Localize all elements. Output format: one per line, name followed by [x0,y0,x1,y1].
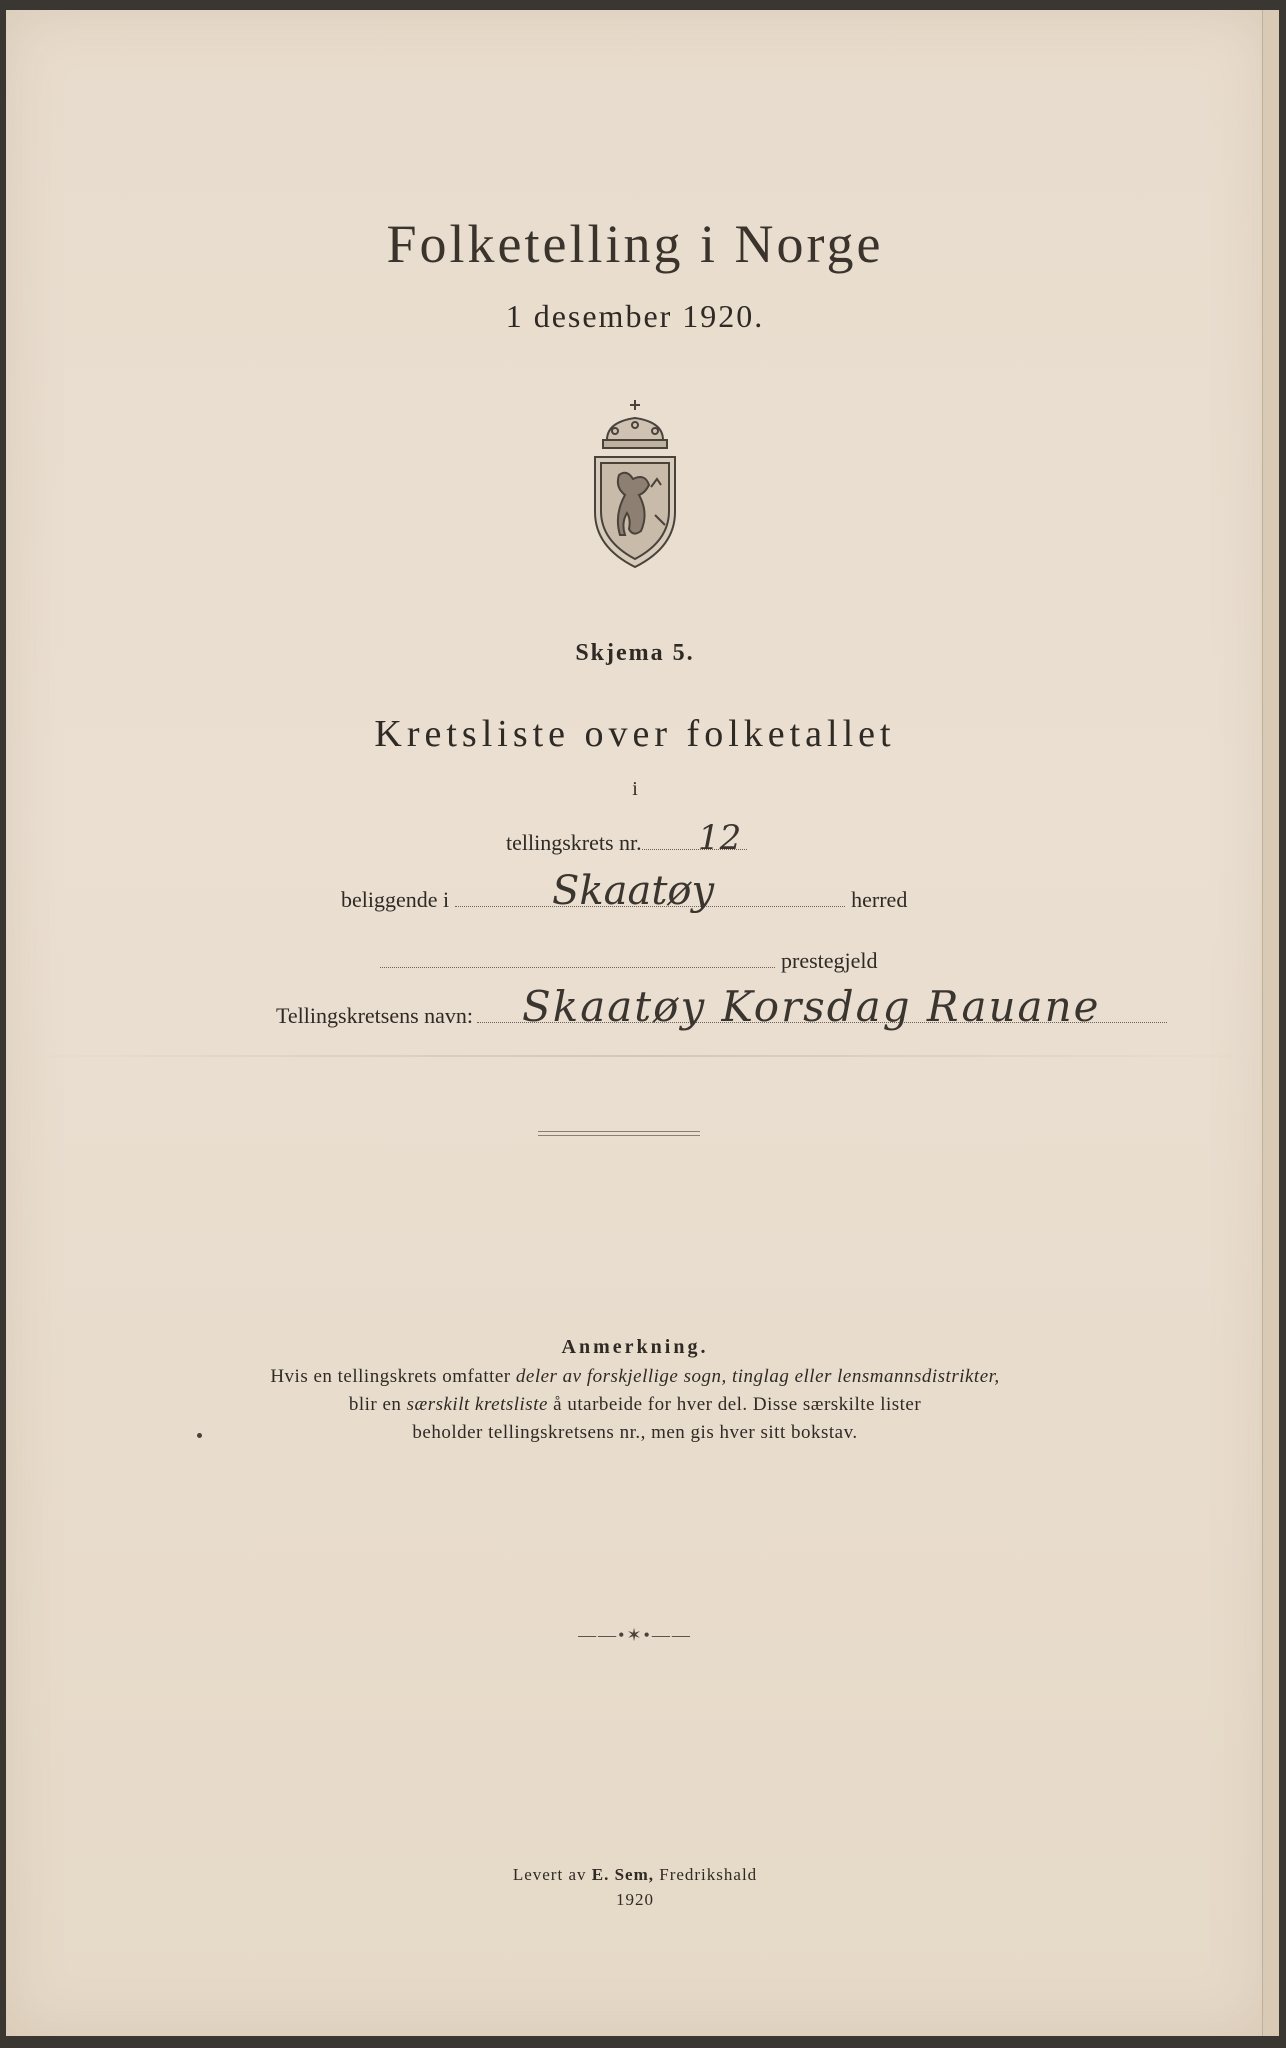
herred-label: herred [851,887,908,912]
prestegjeld-row [380,948,878,974]
note-line-2-text-a: blir en [348,1394,407,1415]
note-line-2-emphasis: særskilt kretsliste [406,1394,548,1415]
herred-name-handwritten: Skaatøy [552,868,715,914]
printer-credit [0,1865,1270,1885]
ink-speck [197,1433,202,1438]
kretsnavn-label: Tellingskretsens navn: [276,1003,474,1028]
form-heading: Kretsliste over folketallet [374,713,896,755]
tellingskrets-label: tellingskrets nr. [506,830,642,855]
schema-number: Skjema 5. [575,640,695,666]
note-line-3: beholder tellingskretsens nr., men gis hver sitt bokstav. [412,1422,858,1443]
beliggende-label: beliggende i [341,887,450,912]
note-line-2 [0,1391,1270,1419]
printer-prefix: Levert av [512,1865,592,1884]
note-line-1-text: Hvis en tellingskrets omfatter [270,1366,516,1387]
printer-name: E. Sem, [591,1865,654,1884]
note-line-1 [0,1363,1270,1391]
printer-year: 1920 [616,1890,654,1909]
ornament-divider: ——•✶•—— [578,1625,692,1645]
paper-fold [6,1055,1268,1057]
document-date: 1 desember 1920. [505,298,765,334]
prestegjeld-dotted-line [380,966,775,968]
prestegjeld-label: prestegjeld [781,948,878,973]
document-title: Folketelling i Norge [386,214,884,274]
connector-text: i [632,778,638,800]
note-line-1-emphasis: deler av forskjellige sogn, tinglag eller lensmannsdistrikter, [515,1366,1000,1387]
norwegian-coat-of-arms-icon [585,395,685,570]
note-heading: Anmerkning. [561,1336,709,1358]
printer-city: Fredrikshald [653,1865,758,1884]
tellingskrets-number-handwritten: 12 [698,818,742,858]
kretsnavn-handwritten: Skaatøy Korsdag Rauane [522,982,1101,1031]
note-line-2-text-b: å utarbeide for hver del. Disse særskilte lister [547,1394,922,1415]
section-divider [538,1131,700,1136]
